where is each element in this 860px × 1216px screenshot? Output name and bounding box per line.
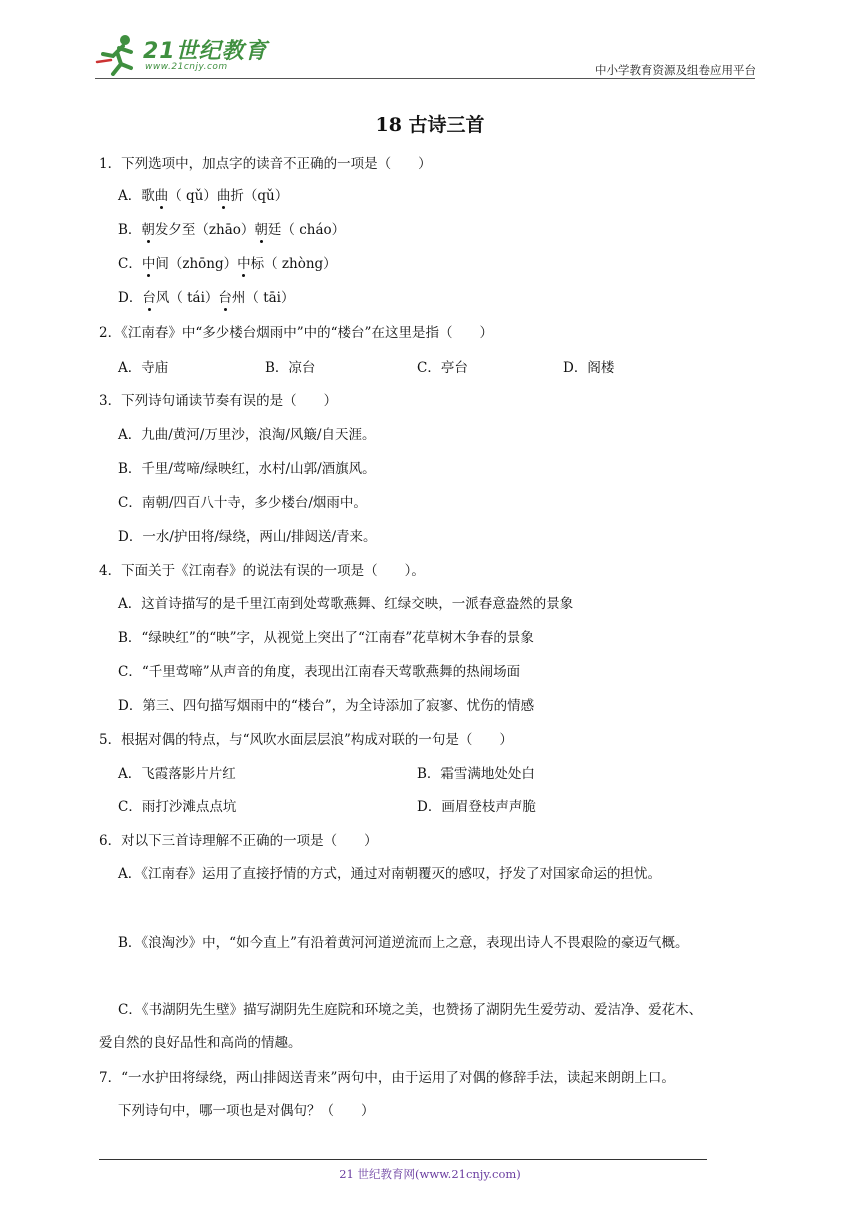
question-1-option-c: C．中间（zhōng）中标（ zhòng） [118, 252, 337, 272]
question-4-option-c: C．“千里莺啼”从声音的角度，表现出江南春天莺歌燕舞的热闹场面 [118, 664, 521, 680]
question-1-stem: 1．下列选项中，加点字的读音不正确的一项是（ ） [99, 156, 432, 172]
question-4-option-a: A．这首诗描写的是千里江南到处莺歌燕舞、红绿交映，一派春意盎然的景象 [118, 596, 574, 612]
question-1-option-b: B．朝发夕至（zhāo）朝廷（ cháo） [118, 218, 345, 238]
question-3-option-b: B．千里/莺啼/绿映红，水村/山郭/酒旗风。 [118, 461, 376, 477]
header-divider [95, 78, 755, 79]
question-6-stem: 6．对以下三首诗理解不正确的一项是（ ） [99, 833, 378, 849]
question-2-option-a: A．寺庙 [118, 360, 169, 376]
page-footer: 21 世纪教育网(www.21cnjy.com) [339, 1167, 521, 1181]
question-4-stem: 4．下面关于《江南春》的说法有误的一项是（ ）。 [99, 563, 425, 579]
question-3-stem: 3．下列诗句诵读节奏有误的是（ ） [99, 393, 338, 409]
question-4-option-b: B．“绿映红”的“映”字，从视觉上突出了“江南春”花草树木争春的景象 [118, 630, 534, 646]
question-2-option-b: B．凉台 [265, 360, 316, 376]
footer-divider [99, 1159, 707, 1160]
running-figure-icon [95, 32, 143, 76]
question-5-option-d: D．画眉登枝声声脆 [417, 799, 536, 815]
question-4-option-d: D．第三、四句描写烟雨中的“楼台”，为全诗添加了寂寥、忧伤的情感 [118, 698, 535, 714]
question-5-option-a: A．飞霞落影片片红 [118, 766, 236, 782]
question-5-stem: 5．根据对偶的特点，与“风吹水面层层浪”构成对联的一句是（ ） [99, 732, 513, 748]
question-6-option-c-continued: 爱自然的良好品性和高尚的情趣。 [99, 1035, 302, 1051]
question-3-option-a: A．九曲/黄河/万里沙，浪淘/风簸/自天涯。 [118, 427, 376, 443]
logo-url: www.21cnjy.com [145, 62, 228, 72]
site-logo [95, 32, 268, 78]
question-5-option-c: C．雨打沙滩点点坑 [118, 799, 237, 815]
question-7-stem-continued: 下列诗句中，哪一项也是对偶句？（ ） [118, 1103, 375, 1119]
question-3-option-c: C．南朝/四百八十寺，多少楼台/烟雨中。 [118, 495, 367, 511]
logo-text: 21世纪教育 [143, 39, 268, 64]
page-title: 18 古诗三首 [375, 114, 485, 136]
question-3-option-d: D．一水/护田将/绿绕，两山/排闼送/青来。 [118, 529, 377, 545]
question-2-option-d: D．阁楼 [563, 360, 615, 376]
page-header [0, 0, 860, 82]
platform-name: 中小学教育资源及组卷应用平台 [595, 63, 756, 77]
question-5-option-b: B．霜雪满地处处白 [417, 766, 535, 782]
question-7-stem: 7．“一水护田将绿绕，两山排闼送青来”两句中，由于运用了对偶的修辞手法，读起来朗朗上口。 [99, 1070, 675, 1086]
question-6-option-b: B．《浪淘沙》中，“如今直上”有沿着黄河河道逆流而上之意，表现出诗人不畏艰险的豪迈气概。 [118, 935, 689, 951]
question-1-option-a: A．歌曲（ qǔ）曲折（qǔ） [118, 184, 288, 204]
question-2-option-c: C．亭台 [417, 360, 468, 376]
question-6-option-c: C．《书湖阴先生壁》描写湖阴先生庭院和环境之美，也赞扬了湖阴先生爱劳动、爱洁净、爱花木、 [118, 1002, 703, 1018]
question-2-stem: 2．《江南春》中“多少楼台烟雨中”中的“楼台”在这里是指（ ） [99, 325, 493, 341]
question-1-option-d: D．台风（ tái）台州（ tāi） [118, 286, 295, 306]
question-6-option-a: A．《江南春》运用了直接抒情的方式，通过对南朝覆灭的感叹，抒发了对国家命运的担忧。 [118, 866, 661, 882]
